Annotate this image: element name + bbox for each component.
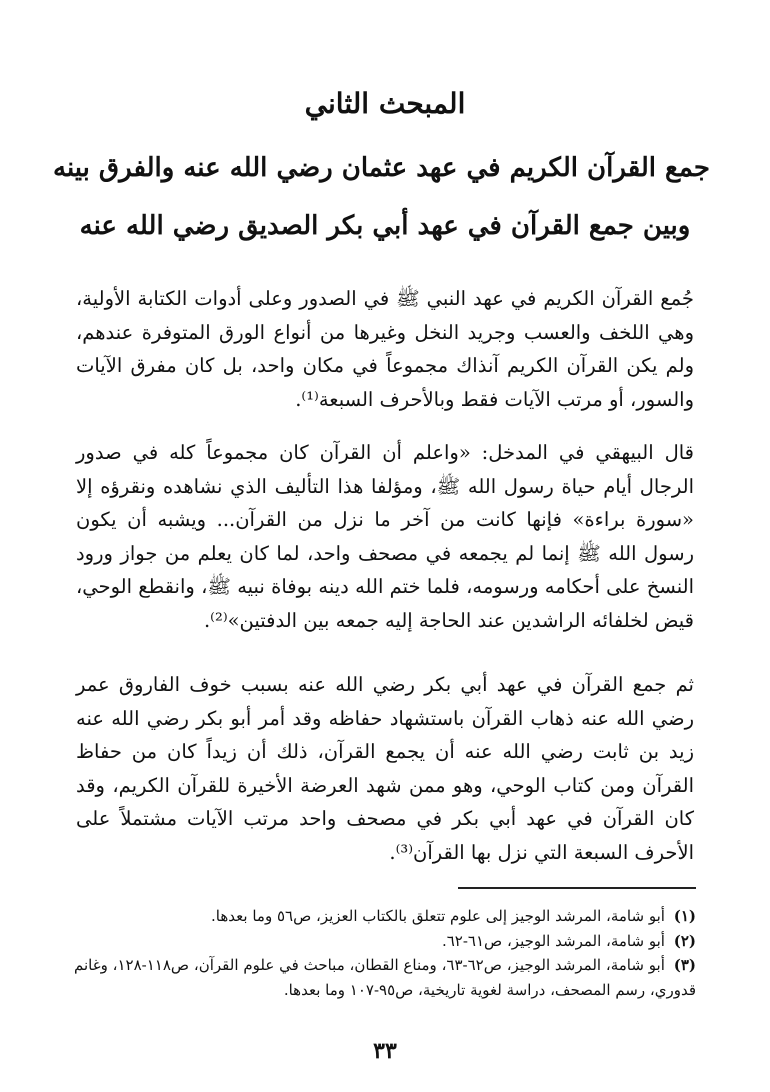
chapter-title-line-2: وبين جمع القرآن في عهد أبي بكر الصديق رضي الله عنه: [79, 211, 691, 241]
footnote-text: أبو شامة، المرشد الوجيز، ص٦٢-٦٣، ومناع القطان، مباحث في علوم القرآن، ص١١٨-١٢٨، وغانم قدوري، رسم المصحف، دراسة لغوية تاريخية، ص٩٥-١٠٧ وما بعدها.: [74, 956, 696, 999]
body-paragraph-2: قال البيهقي في المدخل: «واعلم أن القرآن كان مجموعاً كله في صدور الرجال أيام حياة رسول الله ﷺ، ومؤلفا هذا التأليف الذي نشاهده ونقرؤه إلا «سورة براءة» فإنها كانت من آخر ما نزل من القرآن... ويشبه أن يكون رسول الله ﷺ إنما لم يجمعه في مصحف واحد، لما كان يعلم من جواز ورود النسخ على أحكامه ورسومه، فلما ختم الله دينه بوفاة نبيه ﷺ، وانقطع الوحي، قيض لخلفائه الراشدين عند الحاجة إليه جمعه بين الدفتين»⁽²⁾.: [76, 441, 694, 632]
footnote-1: [74, 904, 696, 929]
footnote-number: (٣): [673, 956, 696, 974]
footnote-2: [74, 929, 696, 954]
body-paragraph-3: ثم جمع القرآن في عهد أبي بكر رضي الله عنه بسبب خوف الفاروق عمر رضي الله عنه ذهاب القرآن باستشهاد حفاظه وقد أمر أبو بكر رضي الله عنه زيد بن ثابت رضي الله عنه أن يجمع القرآن، ذلك أن زيداً كان من حفاظ القرآن ومن كتاب الوحي، وهو ممن شهد العرضة الأخيرة للقرآن الكريم، وقد كان القرآن في عهد أبي بكر في مصحف واحد مرتب الآيات مشتملاً على الأحرف السبعة التي نزل بها القرآن⁽³⁾.: [76, 673, 694, 864]
footnote-number: (٢): [673, 931, 696, 950]
section-heading: المبحث الثاني: [304, 87, 466, 120]
chapter-title-line-1: جمع القرآن الكريم في عهد عثمان رضي الله عنه والفرق بينه: [53, 153, 710, 183]
footnotes-list: [74, 904, 696, 1002]
footnote-3: [74, 953, 696, 1002]
footnote-text: أبو شامة، المرشد الوجيز إلى علوم تتعلق بالكتاب العزيز، ص٥٦ وما بعدها.: [211, 907, 665, 925]
footnote-text: أبو شامة، المرشد الوجيز، ص٦١-٦٢.: [441, 931, 665, 950]
footnote-divider: [458, 887, 696, 889]
footnote-number: (١): [673, 907, 696, 925]
body-paragraph-1: جُمع القرآن الكريم في عهد النبي ﷺ في الصدور وعلى أدوات الكتابة الأولية، وهي اللخف والعسب وجريد النخل وغيرها من أنواع الورق المتوفرة عندهم، ولم يكن القرآن الكريم آنذاك مجموعاً في مكان واحد، بل كان مفرق الآيات والسور، أو مرتب الآيات فقط وبالأحرف السبعة⁽¹⁾.: [76, 287, 694, 411]
page-number: ٣٣: [373, 1038, 397, 1064]
